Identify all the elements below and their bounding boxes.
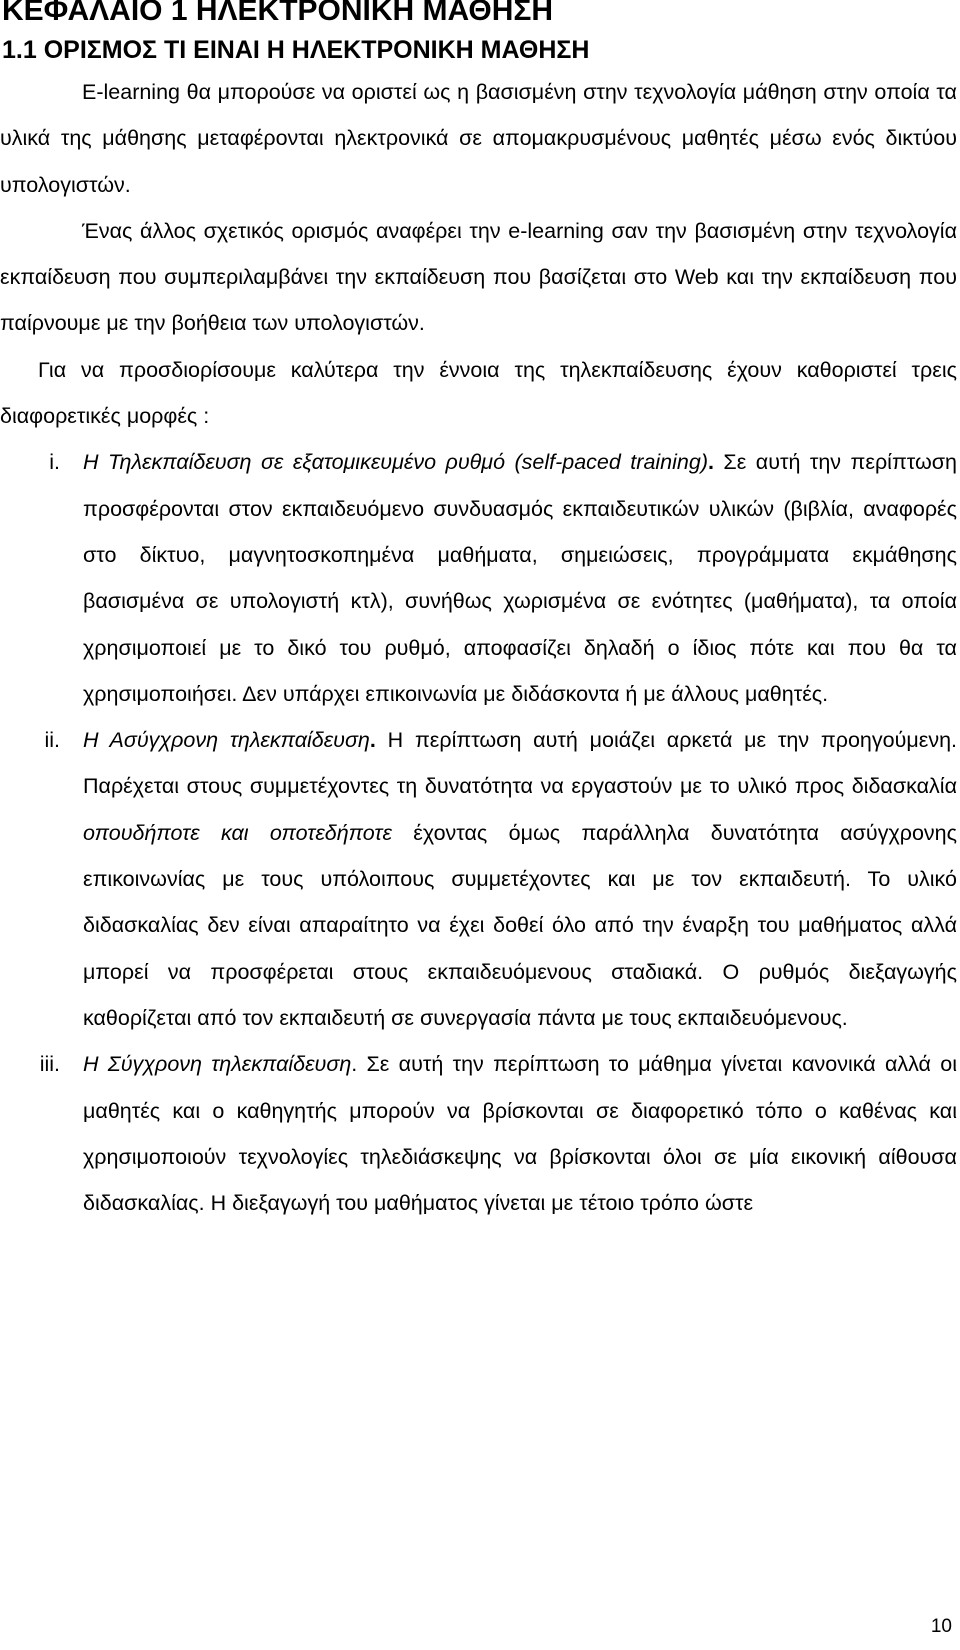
list-item-text-gap: [200, 821, 221, 845]
list-item-title: Η Τηλεκπαίδευση σε εξατομικευμένο ρυθμό (self-paced training): [83, 450, 708, 475]
section-title: 1.1 ΟΡΙΣΜΟΣ ΤΙ ΕΙΝΑΙ Η ΗΛΕΚΤΡΟΝΙΚΗ ΜΑΘΗΣΗ: [2, 36, 590, 64]
body-text: [0, 69, 957, 1226]
list-item: [0, 439, 957, 717]
list-item-title: Η Ασύγχρονη τηλεκπαίδευση: [83, 728, 370, 753]
list-item-text: . Σε αυτή την περίπτωση το μάθημα γίνεται κανονικά αλλά οι μαθητές και ο καθηγητής μπορούν να βρίσκονται σε διαφορετικό τόπο ο καθένας και χρησιμοποιούν τεχνολογίες τηλεδιάσκεψης να βρίσκονται όλοι σε μία εικονική αίθουσα διδασκαλίας. Η διεξαγωγή του μαθήματος γίνεται με τέτοιο τρόπο ώστε: [83, 1052, 957, 1216]
list-item-title-end: .: [707, 450, 714, 475]
list-item-text: Σε αυτή την περίπτωση προσφέρονται στον εκπαιδευόμενο συνδυασμός εκπαιδευτικών υλικών (βιβλία, αναφορές στο δίκτυο, μαγνητοσκοπημένα μαθήματα, σημειώσεις, προγράμματα εκμάθησης βασισμένα σε υπολογιστή κτλ), συνήθως χωρισμένα σε ενότητες (μαθήματα), τα οποία χρησιμοποιεί με το δικό του ρυθμό, αποφασίζει δηλαδή ο ίδιος πότε και που θα τα χρησιμοποιήσει. Δεν υπάρχει επικοινωνία με διδάσκοντα ή με άλλους μαθητές.: [83, 450, 957, 706]
emphasis-anytime: και οποτεδήποτε: [221, 820, 392, 845]
emphasis-anywhere: οπουδήποτε: [83, 820, 200, 845]
paragraph-forms-intro: Για να προσδιορίσουμε καλύτερα την έννοια της τηλεκπαίδευσης έχουν καθοριστεί τρεις διαφορετικές μορφές :: [0, 357, 957, 429]
chapter-title: ΚΕΦΑΛΑΙΟ 1 ΗΛΕΚΤΡΟΝΙΚΗ ΜΑΘΗΣΗ: [2, 0, 554, 27]
list-item: [0, 717, 957, 1041]
list-item-title: Η Σύγχρονη τηλεκπαίδευση: [83, 1052, 352, 1077]
list-marker: iii.: [39, 1052, 60, 1077]
paragraph-alt-definition: Ένας άλλος σχετικός ορισμός αναφέρει την e-learning σαν την βασισμένη στην τεχνολογία εκπαίδευση που συμπεριλαμβάνει την εκπαίδευση που βασίζεται στο Web και την εκπαίδευση που παίρνουμε με την βοήθεια των υπολογιστών.: [0, 218, 957, 336]
page-number: 10: [930, 1616, 952, 1637]
paragraph-definition: E-learning θα μπορούσε να οριστεί ως η βασισμένη στην τεχνολογία μάθηση στην οποία τα υλικά της μάθησης μεταφέρονται ηλεκτρονικά σε απομακρυσμένους μαθητές μέσω ενός δικτύου υπολογιστών.: [0, 80, 957, 197]
list-item: [0, 1041, 957, 1226]
list-item-text-rest: έχοντας όμως παράλληλα δυνατότητα ασύγχρονης επικοινωνίας με τους υπόλοιπους συμμετέχοντες και με τον εκπαιδευτή. Το υλικό διδασκαλίας δεν είναι απαραίτητο να έχει δοθεί όλο από την έναρξη του μαθήματος αλλά μπορεί να προσφέρεται στους εκπαιδευόμενους σταδιακά. Ο ρυθμός διεξαγωγής καθορίζεται από τον εκπαιδευτή σε συνεργασία πάντα με τους εκπαιδευόμενους.: [83, 820, 957, 1030]
list-item-title-end: .: [369, 728, 376, 753]
list-item-text: Η περίπτωση αυτή μοιάζει αρκετά με την προηγούμενη. Παρέχεται στους συμμετέχοντες τη δυνατότητα να εργαστούν με το υλικό προς διδασκαλία: [83, 728, 957, 799]
list-marker: ii.: [44, 728, 60, 753]
list-marker: i.: [49, 450, 60, 475]
